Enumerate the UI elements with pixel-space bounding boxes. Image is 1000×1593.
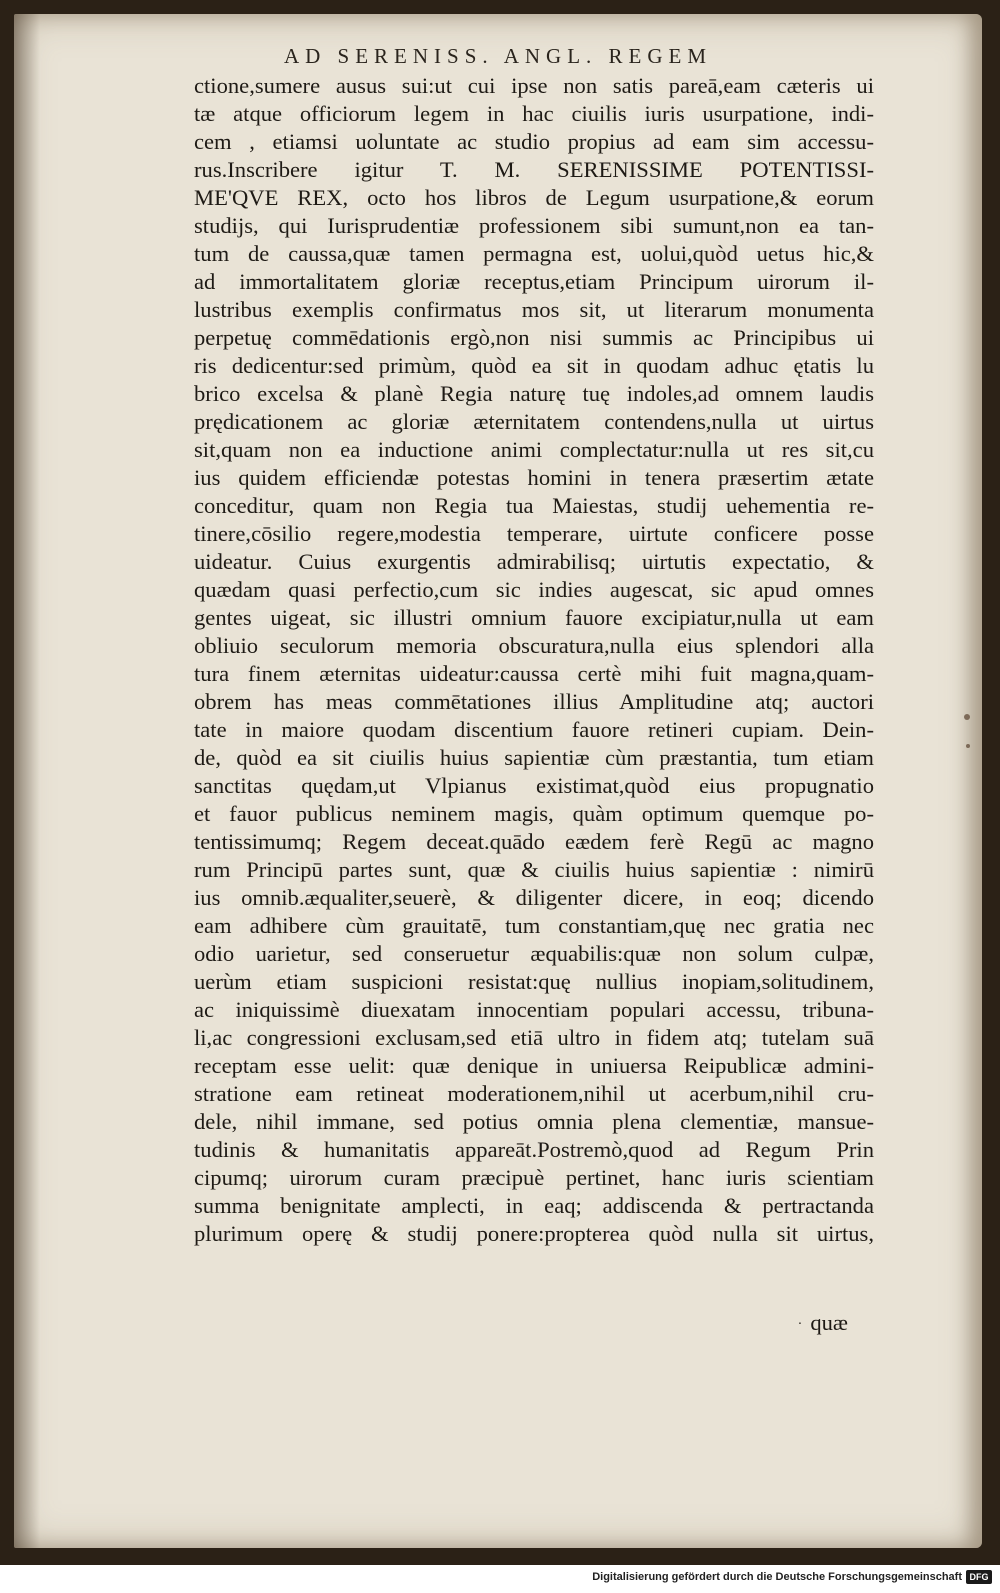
text-line: ctione,sumere ausus sui:ut cui ipse non satis pareā,eam cæteris ui: [194, 73, 874, 98]
text-line: dele, nihil immane, sed potius omnia plena clementiæ, mansue-: [194, 1109, 874, 1134]
text-line: ris dedicentur:sed primùm, quòd ea sit in quodam adhuc ętatis lu: [194, 353, 874, 378]
text-line: tura finem æternitas uideatur:caussa certè mihi fuit magna,quam-: [194, 661, 874, 686]
text-line: summa benignitate amplecti, in eaq; addiscenda & pertractanda: [194, 1193, 874, 1218]
text-line: tudinis & humanitatis appareāt.Postremò,quod ad Regum Prin: [194, 1137, 874, 1162]
text-line: cem , etiamsi uoluntate ac studio propius ad eam sim accessu-: [194, 129, 874, 154]
text-line: uideatur. Cuius exurgentis admirabilisq; uirtutis expectatio, &: [194, 549, 874, 574]
text-line: lustribus exemplis confirmatus mos sit, ut literarum monumenta: [194, 297, 874, 322]
text-line: ME'QVE REX, octo hos libros de Legum usurpatione,& eorum: [194, 185, 874, 210]
text-line: brico excelsa & planè Regia naturę tuę indoles,ad omnem laudis: [194, 381, 874, 406]
ink-spot: [966, 744, 970, 748]
text-line: ad immortalitatem gloriæ receptus,etiam Principum uirorum il-: [194, 269, 874, 294]
text-line: plurimum operę & studij ponere:propterea quòd nulla sit uirtus,: [194, 1221, 874, 1246]
text-line: eam adhibere cùm grauitatē, tum constantiam,quę nec gratia nec: [194, 913, 874, 938]
catchword-text: quæ: [810, 1310, 848, 1335]
text-line: rum Principū partes sunt, quæ & ciuilis huius sapientiæ : nimirū: [194, 857, 874, 882]
running-head: AD SERENISS. ANGL. REGEM: [283, 44, 713, 68]
text-line: cipumq; uirorum curam præcipuè pertinet, hanc iuris scientiam: [194, 1165, 874, 1190]
text-line: conceditur, quam non Regia tua Maiestas, studij uehementia re-: [194, 493, 874, 518]
text-line: tentissimumq; Regem deceat.quādo eædem ferè Regū ac magno: [194, 829, 874, 854]
text-line: receptam esse uelit: quæ denique in uniuersa Reipublicæ admini-: [194, 1053, 874, 1078]
text-line: ac iniquissimè diuexatam innocentiam populari accessu, tribuna-: [194, 997, 874, 1022]
footer-bar: [0, 1565, 1000, 1593]
text-line: tum de caussa,quæ tamen permagna est, uolui,quòd uetus hic,&: [194, 241, 874, 266]
text-line: stratione eam retineat moderationem,nihil ut acerbum,nihil cru-: [194, 1081, 874, 1106]
ink-spot: [964, 714, 970, 720]
text-line: sanctitas quędam,ut Vlpianus existimat,quòd eius propugnatio: [194, 773, 874, 798]
text-line: ius omnib.æqualiter,seuerè, & diligenter dicere, in eoq; dicendo: [194, 885, 874, 910]
text-line: li,ac congressioni exclusam,sed etiā ultro in fidem atq; tutelam suā: [194, 1025, 874, 1050]
text-line: obliuio seculorum memoria obscuratura,nulla eius splendori alla: [194, 633, 874, 658]
body-text: [194, 72, 874, 1248]
text-line: et fauor publicus neminem magis, quàm optimum quemque po-: [194, 801, 874, 826]
text-line: studijs, qui Iurisprudentiæ professionem sibi sumunt,non ea tan-: [194, 213, 874, 238]
catchword: [798, 1310, 848, 1336]
text-line: obrem has meas commētationes illius Amplitudine atq; auctori: [194, 689, 874, 714]
spine-shadow: [14, 14, 40, 1548]
footer-credit: Digitalisierung gefördert durch die Deutsche Forschungsgemeinschaft: [592, 1571, 962, 1583]
text-line: odio uarietur, sed conseruetur æquabilis:quæ non solum culpæ,: [194, 941, 874, 966]
text-line: perpetuę commēdationis ergò,non nisi summis ac Principibus ui: [194, 325, 874, 350]
book-page: [14, 14, 982, 1548]
catchword-dot: ·: [797, 1316, 803, 1332]
text-line: de, quòd ea sit ciuilis huius sapientiæ cùm præstantia, tum etiam: [194, 745, 874, 770]
dfg-logo-icon: DFG: [966, 1570, 992, 1584]
text-line: tate in maiore quodam discentium fauore retineri cupiam. Dein-: [194, 717, 874, 742]
text-line: rus.Inscribere igitur T. M. SERENISSIME POTENTISSI-: [194, 157, 874, 182]
text-line: tæ atque officiorum legem in hac ciuilis iuris usurpatione, indi-: [194, 101, 874, 126]
text-line: gentes uigeat, sic illustri omnium fauore excipiatur,nulla ut eam: [194, 605, 874, 630]
text-line: uerùm etiam suspicioni resistat:quę nullius inopiam,solitudinem,: [194, 969, 874, 994]
text-line: prędicationem ac gloriæ æternitatem contendens,nulla ut uirtus: [194, 409, 874, 434]
text-line: quædam quasi perfectio,cum sic indies augescat, sic apud omnes: [194, 577, 874, 602]
text-line: ius quidem efficiendæ potestas homini in tenera præsertim ætate: [194, 465, 874, 490]
text-line: tinere,cōsilio regere,modestia temperare, uirtute conficere posse: [194, 521, 874, 546]
text-line: sit,quam non ea inductione animi complectatur:nulla ut res sit,cu: [194, 437, 874, 462]
